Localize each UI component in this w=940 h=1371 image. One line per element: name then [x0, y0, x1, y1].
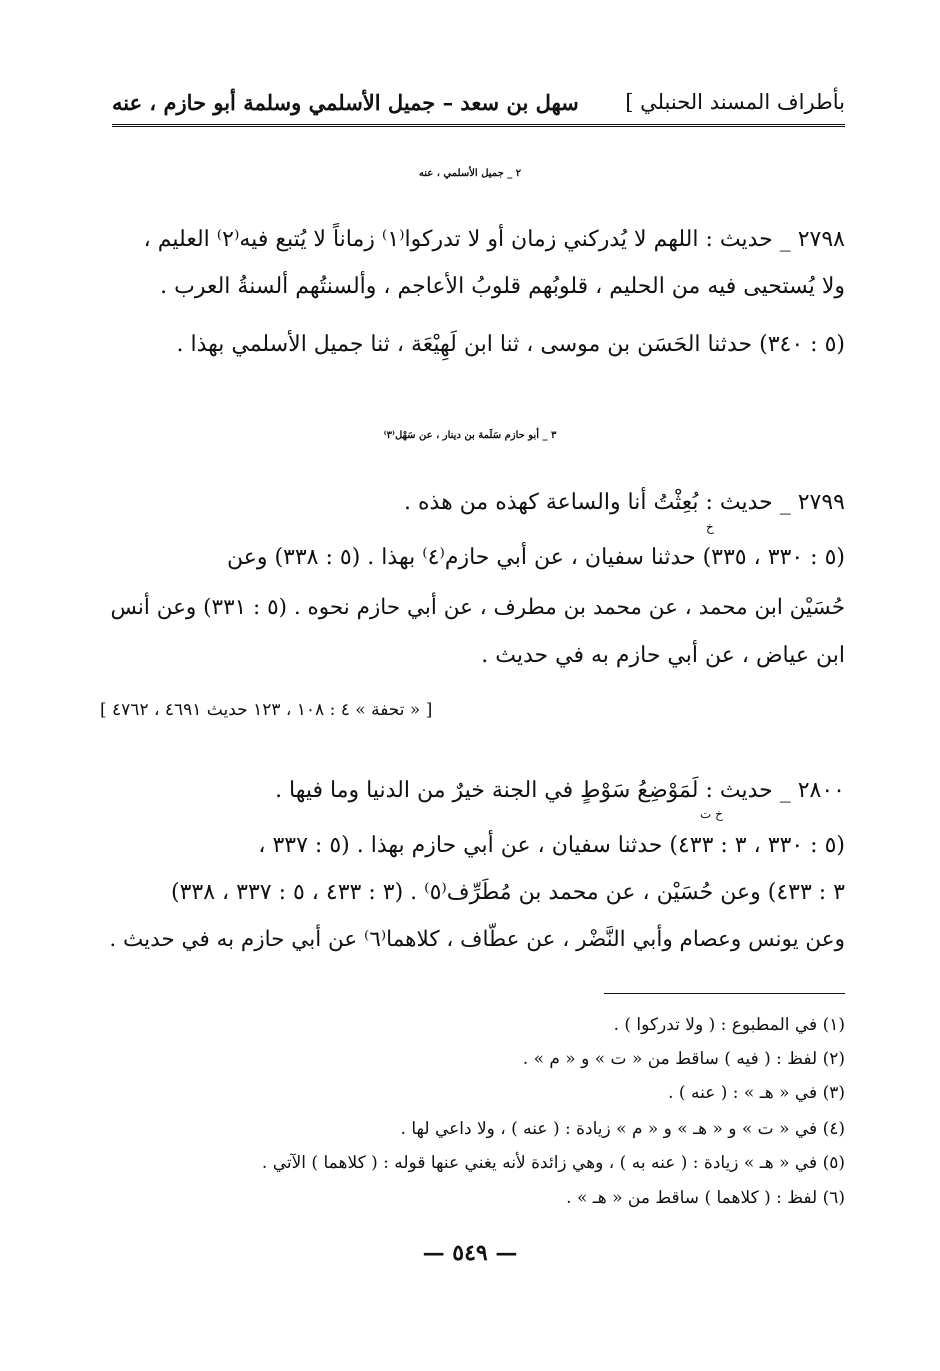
hadith-2800-isnad-3: وعن يونس وعصام وأبي النَّضْر ، عن عطّاف ، كلاهما⁽٦⁾ عن أبي حازم به في حديث . [109, 927, 845, 952]
hadith-2799-isnad-1: (٥ : ٣٣٠ ، ٣٣٥) حدثنا سفيان ، عن أبي حازم⁽٤⁾ بهذا . (٥ : ٣٣٨) وعن [226, 545, 845, 570]
footnote-3: (٣) في « هـ » : ( عنه ) . [668, 1083, 845, 1103]
footnote-5: (٥) في « هـ » زيادة : ( عنه به ) ، وهي زائدة لأنه يغني عنها قوله : ( كلاهما ) الآتي . [261, 1153, 845, 1173]
hadith-2800-isnad-1: (٥ : ٣٣٠ ، ٣ : ٤٣٣) حدثنا سفيان ، عن أبي حازم بهذا . (٥ : ٣٣٧ ، [258, 833, 845, 858]
header-rule [112, 124, 845, 127]
running-header [112, 84, 845, 124]
section-title-3: ٣ _ أبو حازم سَلَمة بن دينار ، عن سَهْل⁽٣⁾ [383, 430, 557, 441]
header-book-title: بأطراف المسند الحنبلي ] [625, 90, 845, 114]
hadith-2798-line-2: ولا يُستحيى فيه من الحليم ، قلوبُهم قلوبُ الأعاجم ، وألسنتُهم ألسنةُ العرب . [160, 274, 845, 299]
footnote-6: (٦) لفظ : ( كلاهما ) ساقط من « هـ » . [566, 1188, 845, 1208]
footnote-2: (٢) لفظ : ( فيه ) ساقط من « ت » و « م » . [522, 1049, 845, 1069]
footnote-1: (١) في المطبوع : ( ولا تدركوا ) . [613, 1015, 845, 1035]
hadith-2799-isnad-2: حُسَيْن ابن محمد ، عن محمد بن مطرف ، عن أبي حازم نحوه . (٥ : ٣٣١) وعن أنس [110, 595, 845, 620]
header-section-title: سهل بن سعد – جميل الأسلمي وسلمة أبو حازم ، عنه [112, 90, 579, 115]
hadith-2799-line-1: ٢٧٩٩ _ حديث : بُعِثْتُ أنا والساعة كهذه من هذه . [404, 490, 845, 515]
hadith-2800-line-1: ٢٨٠٠ _ حديث : لَمَوْضِعُ سَوْطٍ في الجنة خيرٌ من الدنيا وما فيها . [275, 778, 845, 803]
hadith-2799-sigla: خ [706, 520, 714, 534]
page-number: — ٥٤٩ — [422, 1240, 518, 1266]
hadith-2800-isnad-2: ٣ : ٤٣٣) وعن حُسَيْن ، عن محمد بن مُطَرِّف⁽٥⁾ . (٣ : ٤٣٣ ، ٥ : ٣٣٧ ، ٣٣٨) [170, 880, 845, 905]
hadith-2800-sigla: خ ت [700, 807, 723, 821]
section-title-2: ٢ _ جميل الأسلمي ، عنه [418, 168, 522, 179]
hadith-2798-line-1: ٢٧٩٨ _ حديث : اللهم لا يُدركني زمان أو لا تدركوا⁽١⁾ زماناً لا يُتبع فيه⁽٢⁾ العليم ، [143, 227, 845, 252]
footnote-4: (٤) في « ت » و « هـ » و « م » زيادة : ( عنه ) ، ولا داعي لها . [400, 1119, 845, 1139]
footnote-rule [604, 993, 845, 994]
hadith-2798-isnad: (٥ : ٣٤٠) حدثنا الحَسَن بن موسى ، ثنا ابن لَهِيْعَة ، ثنا جميل الأسلمي بهذا . [176, 332, 845, 357]
tuhfa-reference: [ « تحفة » ٤ : ١٠٨ ، ١٢٣ حديث ٤٦٩١ ، ٤٧٦٢ ] [100, 700, 433, 720]
hadith-2799-isnad-3: ابن عياض ، عن أبي حازم به في حديث . [481, 643, 845, 668]
